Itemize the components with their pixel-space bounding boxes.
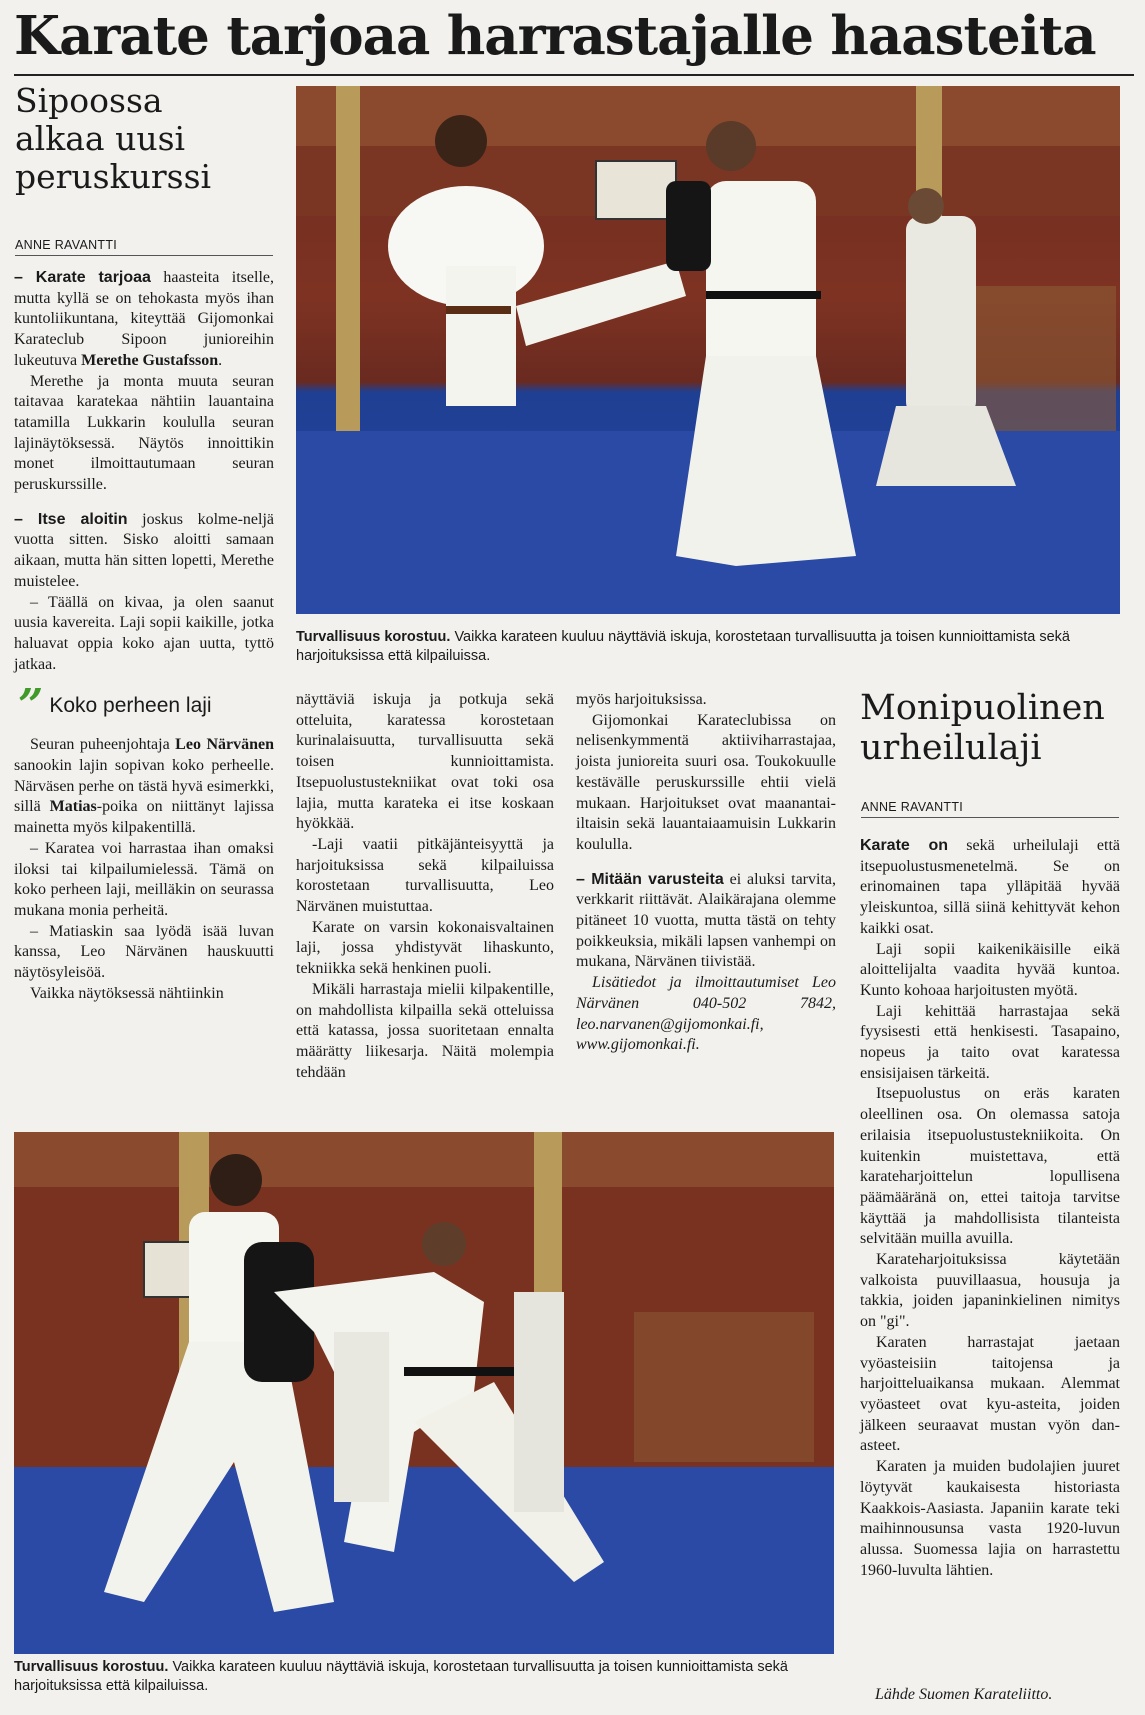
text: sekä urheilulaji että itsepuolustusmenetelmä. Se on erinomainen tapa ylläpitää hyvää yleiskuntoa, sillä siinä kehittyvät kehon kaikki osat. bbox=[860, 837, 1121, 937]
paragraph: – Karatea voi harrastaa ihan omaksi iloksi tai kilpailumielessä. Tämä on koko perheen laji, meilläkin on seurassa mukana monia perheitä. bbox=[14, 839, 274, 919]
paragraph: Laji sopii kaikenikäisille eikä aloittelijalta vaadita hyvää kuntoa. Kunto kohoaa harjoitusten myötä. bbox=[860, 940, 1120, 999]
left-column bbox=[14, 268, 274, 1005]
byline-left: ANNE RAVANTTI bbox=[15, 238, 273, 256]
text: ei aluksi tarvita, verkkarit riittävät. Alaikärajana olemme pitäneet 10 vuotta, mutta tästä on tehty poikkeuksia, mikäli lapsen vanhempi on mukana, Närvänen tiivistää. bbox=[576, 870, 836, 971]
caption-text: Vaikka karateen kuuluu näyttäviä iskuja, korostetaan turvallisuutta ja toisen kunnioittamista sekä harjoituksissa että kilpailuissa. bbox=[14, 1659, 788, 1694]
byline-side: ANNE RAVANTTI bbox=[861, 800, 1119, 818]
paragraph: – Matiaskin saa lyödä isää luvan kanssa, Leo Närvänen hauskuutti näytösyleisöä. bbox=[14, 922, 274, 982]
paragraph: Karaten harrastajat jaetaan vyöasteisiin taitojensa ja harjoitteluaikansa mukaan. Alemmat vyöasteet ovat kyu-asteita, joiden jälkeen seuraavat mustan vyön dan-asteet. bbox=[860, 1333, 1120, 1455]
paragraph: Mikäli harrastaja mielii kilpakentille, on mahdollista kilpailla sekä otteluissa että katassa, jossa suoritetaan ennalta määrätty liikesarja. Näitä molempia tehdään bbox=[296, 980, 554, 1081]
text: haasteita itselle, mutta kyllä se on tehokasta myös ihan kuntoliikuntana, kiteyttää Gijomonkai Karateclub Sipoon junioreihin lukeutuva bbox=[14, 269, 274, 369]
paragraph bbox=[860, 836, 1120, 940]
paragraph: Itsepuolustus on eräs karaten oleellinen osa. On olemassa satoja erilaisia itsepuolustustekniikoita. On kuitenkin muistettava, että karateharjoittelun lopullisena päämääränä on, ettei taitoja tarvitse käyttää ja mahdollisista tilanteista selvitään muilla avuilla. bbox=[860, 1085, 1120, 1248]
karate-photo-bottom bbox=[14, 1132, 834, 1654]
caption-bottom bbox=[14, 1658, 840, 1696]
paragraph: näyttäviä iskuja ja potkuja sekä otteluita, karatessa korostetaan kurinalaisuutta, turvallisuutta sekä toisen kunnioittamista. Itsepuolustustekniikat ovat toki osa lajia, mutta karateka ei itse koskaan hyökkää. bbox=[296, 691, 554, 833]
paragraph: myös harjoituksissa. bbox=[576, 691, 707, 708]
text: . bbox=[218, 351, 223, 369]
contact-info: Lisätiedot ja ilmoittautumiset Leo Närvänen 040-502 7842, leo.narvanen@gijomonkai.fi, www.gijomonkai.fi. bbox=[576, 974, 836, 1054]
photo-illustration-top bbox=[296, 86, 1120, 614]
paragraph: Laji kehittää harrastajaa sekä fyysisesti että henkisesti. Tasapaino, nopeus ja taito ovat karatessa ensisijaisen tärkeitä. bbox=[860, 1002, 1120, 1082]
subheading-line-2: alkaa uusi bbox=[15, 119, 186, 158]
caption-text: Vaikka karateen kuuluu näyttäviä iskuja, korostetaan turvallisuutta ja toisen kunnioittamista sekä harjoituksissa että kilpailuissa. bbox=[296, 629, 1070, 664]
pull-quote bbox=[18, 680, 274, 732]
subheading-line-1: Sipoossa bbox=[15, 81, 163, 120]
paragraph: Vaikka näytöksessä nähtiinkin bbox=[30, 984, 224, 1002]
paragraph bbox=[576, 870, 836, 974]
paragraph: Karateharjoituksissa käytetään valkoista puuvillaasua, housuja ja takkia, joiden japaninkielinen nimitys on "gi". bbox=[860, 1251, 1120, 1331]
text: sanookin lajin sopivan koko perheelle. Närväsen perhe on tästä hyvä esimerkki, sillä bbox=[14, 757, 274, 816]
side-title-line-1: Monipuolinen bbox=[860, 688, 1105, 728]
paragraph bbox=[14, 510, 274, 593]
subheading-line-3: peruskurssi bbox=[15, 157, 212, 196]
headline: Karate tarjoaa harrastajalle haasteita bbox=[14, 5, 1096, 67]
person-name: Merethe Gustafsson bbox=[81, 351, 219, 369]
caption-lead: Turvallisuus korostuu. bbox=[14, 1659, 169, 1675]
paragraph: – Täällä on kivaa, ja olen saanut uusia kavereita. Laji sopii kaikille, jotka haluavat oppia koko ajan uutta, tyttö jatkaa. bbox=[14, 593, 274, 673]
paragraph bbox=[14, 735, 274, 839]
text: Seuran puheenjohtaja bbox=[30, 736, 176, 754]
person-name: Matias bbox=[49, 798, 97, 816]
paragraph: Gijomonkai Karateclubissa on nelisenkymmentä aktiiviharrastajaa, joista junioreita suuri osa. Toukokuulle kestävälle peruskurssille ehtii vielä mukaan. Harjoitukset ovat maanantai-iltaisin sekä lauantaiaamuisin Lukkarin koululla. bbox=[576, 711, 836, 853]
person-name: Leo Närvänen bbox=[175, 736, 274, 754]
lead-in: – Itse aloitin bbox=[14, 510, 128, 528]
paragraph: Merethe ja monta muuta seuran taitavaa karatekaa nähtiin lauantaina tatamilla Lukkarin koululla seuran lajinäytöksessä. Näytös innoittikin monet ilmoittautumaan seuran peruskurssille. bbox=[14, 372, 274, 494]
paragraph: Karate on varsin kokonaisvaltainen laji, jossa yhdistyvät lihaskunto, tekniikka sekä henkinen puoli. bbox=[296, 918, 554, 978]
middle-column-1 bbox=[296, 690, 554, 1083]
left-subheading bbox=[15, 82, 275, 196]
text: joskus kolme-neljä vuotta sitten. Sisko aloitti samaan aikaan, mutta hän sitten lopetti, Merethe muistelee. bbox=[14, 510, 274, 590]
photo-illustration-bottom bbox=[14, 1132, 834, 1654]
paragraph: Karaten ja muiden budolajien juuret löytyvät kaukaisesta historiasta Kaakkois-Aasiasta. Japaniin karate teki maihinnousunsa vasta 1920-luvun alussa. Suomessa lajia on harrastettu 1960-luvulta lähtien. bbox=[860, 1458, 1120, 1579]
caption-top bbox=[296, 628, 1122, 666]
text: -poika on niittänyt lajissa mainetta myös kilpakentillä. bbox=[14, 798, 274, 837]
quote-mark: ” bbox=[18, 680, 44, 732]
quote-text: Koko perheen laji bbox=[49, 694, 212, 718]
side-column bbox=[860, 836, 1120, 1581]
paragraph: -Laji vaatii pitkäjänteisyyttä ja harjoituksissa sekä kilpailuissa korostetaan turvallisuutta, Leo Närvänen muistuttaa. bbox=[296, 835, 554, 916]
source-note: Lähde Suomen Karateliitto. bbox=[875, 1686, 1053, 1703]
karate-photo-top bbox=[296, 86, 1120, 614]
lead-in: – Mitään varusteita bbox=[576, 870, 724, 888]
side-box bbox=[860, 688, 1122, 768]
side-title-line-2: urheilulaji bbox=[860, 728, 1042, 768]
paragraph-intro bbox=[14, 268, 274, 372]
caption-lead: Turvallisuus korostuu. bbox=[296, 629, 451, 645]
middle-column-2 bbox=[576, 690, 836, 1056]
lead-in: Karate on bbox=[860, 837, 949, 854]
lead-in: – Karate tarjoaa bbox=[14, 269, 151, 286]
headline-rule bbox=[14, 74, 1134, 76]
